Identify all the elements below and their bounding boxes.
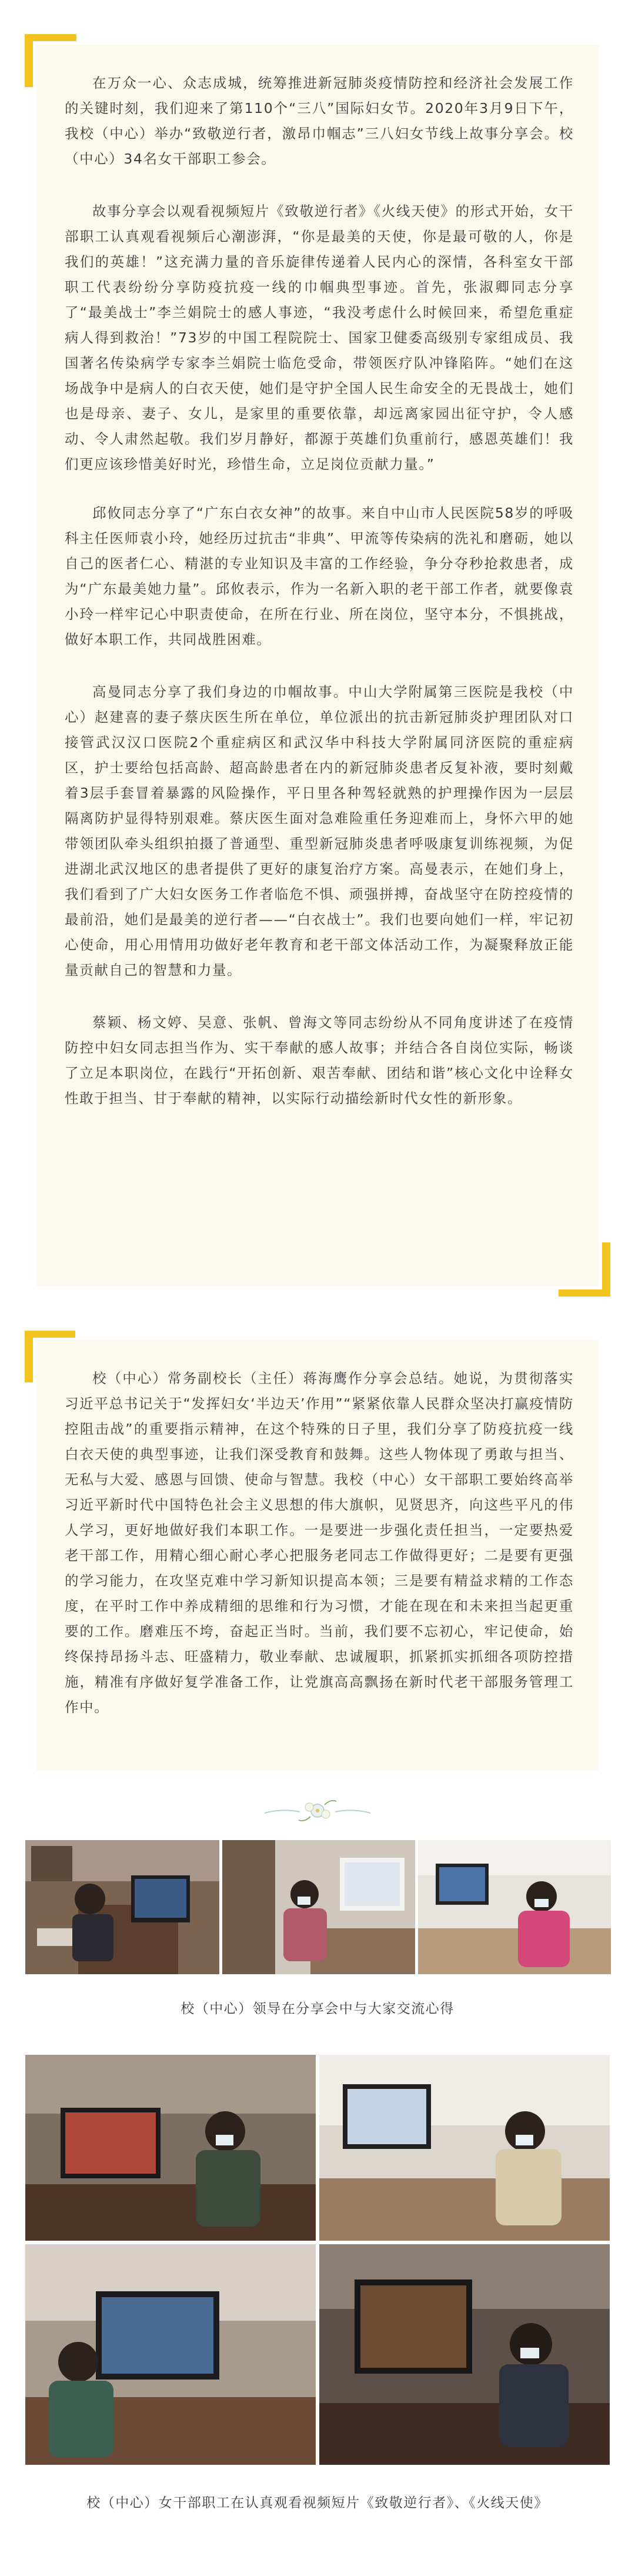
paragraph-story-2: 邱攸同志分享了“广东白衣女神”的故事。来自中山市人民医院58岁的呼吸科主任医师袁小玲，她经历过抗击“非典”、甲流等传染病的洗礼和磨砺，她以自己的医者仁心、精湛的专业知识及丰富的工作经验，争分夺秒抢救患者，成为“广东最美她力量”。邱攸表示，作为一名新入职的老干部工作者，就要像袁小玲一样牢记心中职责使命，在所在行业、所在岗位，坚守本分，不惧挑战，做好本职工作，共同战胜困难。 <box>65 505 574 648</box>
meeting-photo <box>319 2244 610 2465</box>
meeting-photo <box>25 2055 316 2241</box>
corner-accent-top-left <box>25 1331 75 1338</box>
meeting-photo <box>25 2244 316 2465</box>
paragraph-story-3: 高曼同志分享了我们身边的巾帼故事。中山大学附属第三医院是我校（中心）赵建喜的妻子蔡庆医生所在单位，单位派出的抗击新冠肺炎护理团队对口接管武汉汉口医院2个重症病区和武汉华中科技大学附属同济医院的重症病区，护士要给包括高龄、超高龄患者在内的新冠肺炎患者反复补液，要时刻戴着3层手套冒着暴露的风险操作，平日里各种驾轻就熟的护理操作因为一层层隔离防护显得特别艰难。蔡庆医生面对急难险重任务迎难而上，身怀六甲的她带领团队牵头组织拍摄了普通型、重型新冠肺炎患者呼吸康复训练视频，为促进湖北武汉地区的患者提供了更好的康复治疗方案。高曼表示，在她们身上，我们看到了广大妇女医务工作者临危不惧、顽强拼搏，奋战坚守在防控疫情的最前沿，她们是最美的逆行者——“白衣战士”。我们也要向她们一样，牢记初心使命，用心用情用功做好老年教育和老干部文体活动工作，为凝聚释放正能量贡献自己的智慧和力量。 <box>65 684 574 978</box>
paragraph-intro: 在万众一心、众志成城，统筹推进新冠肺炎疫情防控和经济社会发展工作的关键时刻，我们迎来了第110个“三八”国际妇女节。2020年3月9日下午，我校（中心）举办“致敬逆行者，激昂巾帼志”三八妇女节线上故事分享会。校（中心）34名女干部职工参会。 <box>65 75 574 167</box>
corner-accent-top-left <box>25 34 33 87</box>
corner-accent-bottom-right <box>602 1242 610 1297</box>
corner-accent-top-left <box>25 1331 33 1382</box>
paragraph-story-4: 蔡颖、杨文婷、吴意、张帆、曾海文等同志纷纷从不同角度讲述了在疫情防控中妇女同志担当作为、实干奉献的感人故事；并结合各自岗位实际，畅谈了立足本职岗位，在践行“开拓创新、艰苦奉献、团结和谐”核心文化中诠释女性敢于担当、甘于奉献的精神，以实际行动描绘新时代女性的新形象。 <box>65 1014 574 1107</box>
article-card <box>36 45 599 1286</box>
corner-accent-bottom-right <box>559 1289 610 1297</box>
photo-caption: 校（中心）领导在分享会中与大家交流心得 <box>181 2001 454 2017</box>
meeting-photo <box>222 1840 415 1974</box>
paragraph-summary: 校（中心）常务副校长（主任）蒋海鹰作分享会总结。她说，为贯彻落实习近平总书记关于“发挥妇女‘半边天’作用”“紧紧依靠人民群众坚决打赢疫情防控阻击战”的重要指示精神，在这个特殊的日子里，我们分享了防疫抗疫一线白衣天使的典型事迹，让我们深受教育和鼓舞。这些人物体现了勇敢与担当、无私与大爱、感恩与回馈、使命与智慧。我校（中心）女干部职工要始终高举习近平新时代中国特色社会主义思想的伟大旗帜，见贤思齐，向这些平凡的伟人学习，更好地做好我们本职工作。一是要进一步强化责任担当，一定要热爱老干部工作，用精心细心耐心孝心把服务老同志工作做得更好；二是要有更强的学习能力，在攻坚克难中学习新知识提高本领；三是要有精益求精的工作态度，在平时工作中养成精细的思维和行为习惯，才能在现在和未来担当起更重要的工作。磨难压不垮，奋起正当时。当前，我们要不忘初心，牢记使命，始终保持昂扬斗志、旺盛精力，敬业奉献、忠诚履职，抓紧抓实抓细各项防控措施，精准有序做好复学准备工作，让党旗高高飘扬在新时代老干部服务管理工作中。 <box>65 1370 574 1715</box>
floral-divider-icon <box>259 1791 376 1832</box>
meeting-photo <box>418 1840 611 1974</box>
paragraph-story-1: 故事分享会以观看视频短片《致敬逆行者》《火线天使》的形式开始，女干部职工认真观看视频后心潮澎湃，“你是最美的天使，你是最可敬的人，你是我们的英雄！”这充满力量的音乐旋律传递着人民内心的深情，各科室女干部职工代表纷纷分享防疫抗疫一线的巾帼典型事迹。首先，张淑卿同志分享了“最美战士”李兰娟院士的感人事迹，“我没考虑什么时候回来，希望危重症病人得到救治！”73岁的中国工程院院士、国家卫健委高级别专家组成员、我国著名传染病学专家李兰娟院士临危受命，带领医疗队冲锋陷阵。“她们在这场战争中是病人的白衣天使，她们是守护全国人民生命安全的无畏战士，她们也是母亲、妻子、女儿，是家里的重要依靠，却远离家园出征守护，令人感动、令人肃然起敬。我们岁月静好，都源于英雄们负重前行，感恩英雄们！我们更应该珍惜美好时光，珍惜生命，立足岗位贡献力量。” <box>65 203 574 472</box>
corner-accent-top-left <box>25 34 76 41</box>
meeting-photo <box>319 2055 610 2241</box>
summary-card <box>36 1340 599 1771</box>
meeting-photo <box>25 1840 219 1974</box>
photo-caption: 校（中心）女干部职工在认真观看视频短片《致敬逆行者》、《火线天使》 <box>86 2495 549 2511</box>
